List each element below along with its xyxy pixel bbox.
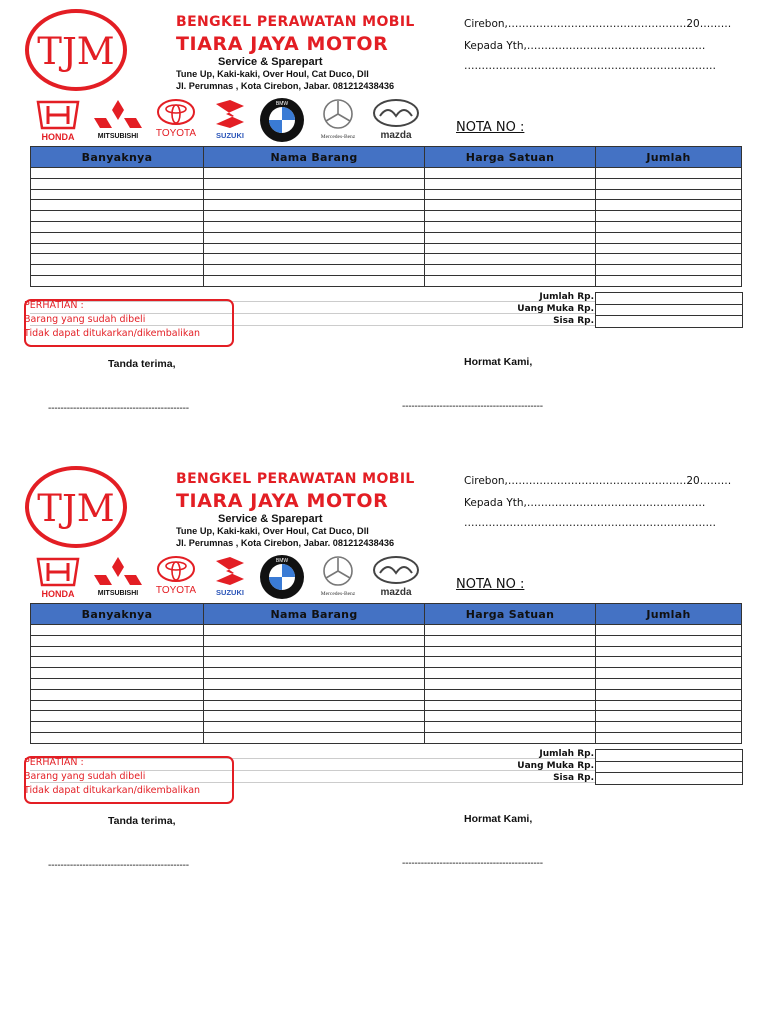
table-cell[interactable] — [425, 254, 596, 265]
table-row — [31, 635, 742, 646]
toyota-logo — [156, 100, 197, 139]
table-cell[interactable] — [425, 668, 596, 679]
balance-label: Sisa Rp. — [553, 316, 594, 326]
table-row — [31, 700, 742, 711]
table-cell[interactable] — [596, 232, 742, 243]
table-cell[interactable] — [596, 700, 742, 711]
brand-honda: HONDA — [41, 589, 75, 599]
table-cell[interactable] — [204, 668, 425, 679]
table-row — [31, 232, 742, 243]
table-row — [31, 200, 742, 211]
table-cell[interactable] — [204, 678, 425, 689]
table-cell[interactable] — [204, 711, 425, 722]
table-cell[interactable] — [596, 168, 742, 179]
table-row — [31, 711, 742, 722]
brand-toyota: TOYOTA — [155, 585, 197, 596]
down-payment-label: Uang Muka Rp. — [517, 761, 594, 771]
city-date-line: Cirebon,……………………………………………20……… — [464, 18, 732, 30]
table-cell[interactable] — [425, 678, 596, 689]
invoice-copy-1 — [0, 0, 768, 440]
honda-logo — [38, 102, 78, 142]
table-cell[interactable] — [425, 722, 596, 733]
table-cell[interactable] — [31, 211, 204, 222]
table-cell[interactable] — [425, 646, 596, 657]
brand-suzuki: SUZUKI — [216, 131, 244, 140]
receiver-signature-label: Tanda terima, — [108, 815, 176, 827]
brand-mercedes: Mercedes-Benz — [320, 591, 356, 597]
company-name: TIARA JAYA MOTOR — [176, 33, 389, 55]
table-cell[interactable] — [31, 711, 204, 722]
table-cell[interactable] — [204, 657, 425, 668]
table-cell[interactable] — [31, 700, 204, 711]
table-cell[interactable] — [204, 635, 425, 646]
table-cell[interactable] — [596, 178, 742, 189]
table-cell[interactable] — [425, 265, 596, 276]
col-header-unit-price: Harga Satuan — [425, 147, 596, 168]
table-cell[interactable] — [31, 722, 204, 733]
table-cell[interactable] — [204, 275, 425, 286]
table-cell[interactable] — [31, 689, 204, 700]
table-cell[interactable] — [425, 211, 596, 222]
table-cell[interactable] — [596, 668, 742, 679]
table-cell[interactable] — [425, 275, 596, 286]
table-row — [31, 168, 742, 179]
receiver-signature-label: Tanda terima, — [108, 358, 176, 370]
table-cell[interactable] — [596, 678, 742, 689]
mazda-logo — [374, 100, 418, 141]
mercedes-logo — [321, 100, 356, 140]
workshop-type: BENGKEL PERAWATAN MOBIL — [176, 14, 415, 30]
brand-mercedes: Mercedes-Benz — [320, 134, 356, 140]
table-cell[interactable] — [31, 265, 204, 276]
brand-mitsubishi: MITSUBISHI — [97, 133, 139, 140]
brand-toyota: TOYOTA — [155, 128, 197, 139]
table-cell[interactable] — [425, 689, 596, 700]
mazda-logo — [374, 557, 418, 598]
col-header-amount: Jumlah — [596, 604, 742, 625]
table-cell[interactable] — [204, 232, 425, 243]
table-cell[interactable] — [204, 200, 425, 211]
table-cell[interactable] — [31, 221, 204, 232]
table-cell[interactable] — [204, 722, 425, 733]
table-cell[interactable] — [31, 243, 204, 254]
receiver-signature-line: --------------------------------------------- — [48, 403, 189, 414]
table-cell[interactable] — [596, 711, 742, 722]
table-cell[interactable] — [31, 189, 204, 200]
table-row — [31, 678, 742, 689]
table-cell[interactable] — [204, 189, 425, 200]
logo-text: TJM — [37, 30, 115, 73]
table-cell[interactable] — [425, 200, 596, 211]
col-header-quantity: Banyaknya — [31, 604, 204, 625]
workshop-type: BENGKEL PERAWATAN MOBIL — [176, 471, 415, 487]
table-cell[interactable] — [425, 635, 596, 646]
logo-text: TJM — [37, 487, 115, 530]
table-cell[interactable] — [204, 700, 425, 711]
table-row — [31, 211, 742, 222]
table-row — [31, 178, 742, 189]
invoice-copy-2 — [0, 457, 768, 897]
table-cell[interactable] — [596, 200, 742, 211]
table-cell[interactable] — [596, 689, 742, 700]
table-cell[interactable] — [596, 635, 742, 646]
services-list: Tune Up, Kaki-kaki, Over Houl, Cat Duco, Dll — [176, 69, 369, 79]
table-cell[interactable] — [31, 232, 204, 243]
table-cell[interactable] — [425, 711, 596, 722]
bmw-logo — [260, 98, 304, 142]
table-cell[interactable] — [596, 657, 742, 668]
recipient-line: Kepada Yth,…………………………………………… — [464, 40, 706, 52]
balance-label: Sisa Rp. — [553, 773, 594, 783]
mitsubishi-logo — [94, 557, 142, 597]
receiver-signature-line: --------------------------------------------- — [48, 860, 189, 871]
table-cell[interactable] — [425, 700, 596, 711]
sender-signature-line: --------------------------------------------- — [402, 858, 543, 869]
brand-bmw: BMW — [275, 558, 289, 564]
suzuki-logo — [216, 100, 244, 140]
table-cell[interactable] — [596, 211, 742, 222]
table-cell[interactable] — [31, 275, 204, 286]
table-cell[interactable] — [204, 625, 425, 636]
table-cell[interactable] — [596, 625, 742, 636]
balance-field[interactable] — [595, 316, 743, 328]
items-table — [30, 603, 742, 744]
sender-signature-label: Hormat Kami, — [464, 356, 533, 368]
brand-suzuki: SUZUKI — [216, 588, 244, 597]
table-row — [31, 722, 742, 733]
col-header-item-name: Nama Barang — [204, 147, 425, 168]
service-tagline: Service & Sparepart — [218, 513, 323, 525]
notice-line-1: Barang yang sudah dibeli — [24, 771, 146, 782]
table-cell[interactable] — [204, 243, 425, 254]
table-row — [31, 265, 742, 276]
table-cell[interactable] — [31, 668, 204, 679]
table-cell[interactable] — [425, 732, 596, 743]
table-row — [31, 221, 742, 232]
recipient-blank-line: ……………………………………………………………… — [464, 60, 716, 72]
table-cell[interactable] — [425, 178, 596, 189]
notice-line-2: Tidak dapat ditukarkan/dikembalikan — [24, 785, 201, 796]
toyota-logo — [156, 557, 197, 596]
table-row — [31, 657, 742, 668]
table-cell[interactable] — [31, 254, 204, 265]
brand-mitsubishi: MITSUBISHI — [97, 590, 139, 597]
table-cell[interactable] — [31, 678, 204, 689]
tjm-logo — [24, 8, 128, 92]
items-table — [30, 146, 742, 287]
table-cell[interactable] — [31, 168, 204, 179]
suzuki-logo — [216, 557, 244, 597]
address-phone: Jl. Perumnas , Kota Cirebon, Jabar. 081212438436 — [176, 81, 395, 91]
table-row — [31, 625, 742, 636]
table-cell[interactable] — [596, 722, 742, 733]
table-row — [31, 189, 742, 200]
table-cell[interactable] — [204, 254, 425, 265]
table-cell[interactable] — [204, 221, 425, 232]
notice-title: PERHATIAN : — [24, 757, 84, 768]
city-date-line: Cirebon,……………………………………………20……… — [464, 475, 732, 487]
table-cell[interactable] — [204, 265, 425, 276]
brand-logos — [28, 553, 428, 601]
sender-signature-line: --------------------------------------------- — [402, 401, 543, 412]
table-cell[interactable] — [204, 732, 425, 743]
col-header-quantity: Banyaknya — [31, 147, 204, 168]
mitsubishi-logo — [94, 100, 142, 140]
table-row — [31, 732, 742, 743]
total-label: Jumlah Rp. — [539, 749, 594, 759]
sender-signature-label: Hormat Kami, — [464, 813, 533, 825]
table-cell[interactable] — [31, 178, 204, 189]
table-cell[interactable] — [596, 243, 742, 254]
total-label: Jumlah Rp. — [539, 292, 594, 302]
table-row — [31, 668, 742, 679]
col-header-unit-price: Harga Satuan — [425, 604, 596, 625]
table-cell[interactable] — [425, 625, 596, 636]
mercedes-logo — [321, 557, 356, 597]
table-cell[interactable] — [31, 646, 204, 657]
brand-mazda: mazda — [380, 130, 412, 141]
table-cell[interactable] — [596, 265, 742, 276]
table-cell[interactable] — [596, 254, 742, 265]
table-cell[interactable] — [425, 168, 596, 179]
table-cell[interactable] — [31, 625, 204, 636]
brand-bmw: BMW — [275, 101, 289, 107]
table-row — [31, 275, 742, 286]
brand-honda: HONDA — [41, 132, 75, 142]
table-cell[interactable] — [425, 221, 596, 232]
notice-title: PERHATIAN : — [24, 300, 84, 311]
table-cell[interactable] — [425, 243, 596, 254]
table-cell[interactable] — [204, 178, 425, 189]
tjm-logo — [24, 465, 128, 549]
table-cell[interactable] — [425, 232, 596, 243]
brand-mazda: mazda — [380, 587, 412, 598]
table-cell[interactable] — [31, 200, 204, 211]
down-payment-field[interactable] — [595, 304, 743, 316]
brand-logos — [28, 96, 428, 144]
nota-number-label: NOTA NO : — [456, 120, 525, 135]
table-cell[interactable] — [31, 635, 204, 646]
table-cell[interactable] — [596, 221, 742, 232]
table-cell[interactable] — [425, 657, 596, 668]
service-tagline: Service & Sparepart — [218, 56, 323, 68]
table-cell[interactable] — [31, 657, 204, 668]
recipient-blank-line: ……………………………………………………………… — [464, 517, 716, 529]
nota-number-label: NOTA NO : — [456, 577, 525, 592]
table-cell[interactable] — [596, 732, 742, 743]
table-cell[interactable] — [204, 689, 425, 700]
table-row — [31, 243, 742, 254]
address-phone: Jl. Perumnas , Kota Cirebon, Jabar. 081212438436 — [176, 538, 395, 548]
table-row — [31, 254, 742, 265]
table-row — [31, 689, 742, 700]
table-cell[interactable] — [596, 275, 742, 286]
table-cell[interactable] — [204, 646, 425, 657]
services-list: Tune Up, Kaki-kaki, Over Houl, Cat Duco, Dll — [176, 526, 369, 536]
table-cell[interactable] — [204, 211, 425, 222]
table-cell[interactable] — [31, 732, 204, 743]
balance-field[interactable] — [595, 773, 743, 785]
table-cell[interactable] — [596, 189, 742, 200]
col-header-amount: Jumlah — [596, 147, 742, 168]
recipient-line: Kepada Yth,…………………………………………… — [464, 497, 706, 509]
bmw-logo — [260, 555, 304, 599]
table-row — [31, 646, 742, 657]
down-payment-field[interactable] — [595, 761, 743, 773]
honda-logo — [38, 559, 78, 599]
notice-line-1: Barang yang sudah dibeli — [24, 314, 146, 325]
table-cell[interactable] — [596, 646, 742, 657]
col-header-item-name: Nama Barang — [204, 604, 425, 625]
table-cell[interactable] — [204, 168, 425, 179]
table-cell[interactable] — [425, 189, 596, 200]
notice-line-2: Tidak dapat ditukarkan/dikembalikan — [24, 328, 201, 339]
company-name: TIARA JAYA MOTOR — [176, 490, 389, 512]
down-payment-label: Uang Muka Rp. — [517, 304, 594, 314]
